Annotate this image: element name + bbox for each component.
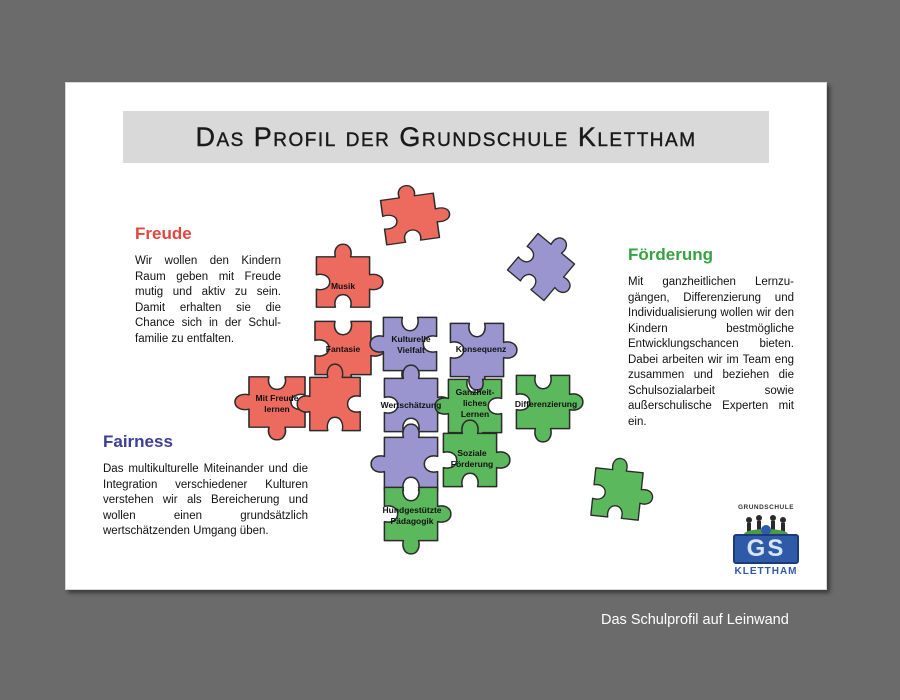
label-ganzheit-3: Lernen: [460, 409, 490, 419]
label-ganzheit-2: liches: [462, 398, 488, 408]
logo-initials: GS: [733, 534, 799, 564]
label-konsequenz: Konsequenz: [455, 344, 507, 354]
fairness-text: Das multikulturelle Miteinander und die Integration verschiedener Kulturen verstehen wir als Bereicherung und wollen einen grundsätzlich wertschätzenden Umgang üben.: [103, 463, 308, 537]
poster-title: Das Profil der Grundschule Klettham: [195, 121, 697, 152]
label-differenzierung: Differenzierung: [514, 399, 578, 409]
floating-piece-green: [591, 456, 656, 521]
piece-musik: [316, 244, 383, 307]
fairness-heading: Fairness: [103, 432, 173, 451]
freude-heading: Freude: [135, 224, 192, 243]
foerderung-heading: Förderung: [628, 245, 713, 264]
label-mit-freude-2: lernen: [264, 404, 290, 414]
label-soziale-2: Förderung: [450, 459, 494, 469]
label-hund-1: Hundgestützte: [382, 505, 442, 515]
label-fantasie: Fantasie: [325, 344, 361, 354]
logo-arc-text: GRUNDSCHULE: [737, 504, 795, 511]
label-wertschaetzung: Wertschätzung: [380, 400, 442, 410]
school-logo: [729, 504, 801, 579]
label-ganzheit-1: Ganzheit-: [455, 387, 495, 397]
floating-piece-red: [379, 180, 453, 245]
label-soziale-1: Soziale: [457, 448, 487, 458]
floating-piece-purple: [507, 224, 591, 308]
label-kulturelle-1: Kulturelle: [391, 334, 431, 344]
logo-name: KLETTHAM: [734, 566, 798, 577]
poster-canvas: [65, 82, 827, 590]
foerderung-text: Mit ganzheitlichen Lernzugängen, Differenzierung und Individualisierung wollen wir den Kindern bestmögliche Entwicklungschancen bieten. Dabei arbeiten wir im Team eng zusammen und beziehen die Schulsozialarbeit sowie außerschulische Experten mit ein.: [628, 276, 794, 428]
label-kulturelle-2: Vielfalt: [397, 345, 425, 355]
label-hund-2: Pädagogik: [390, 516, 434, 526]
label-mit-freude-1: Mit Freude: [255, 393, 299, 403]
freude-text: Wir wollen den Kindern Raum geben mit Freude mutig und aktiv zu sein. Damit erhalten sie die Chance sich in der Schulfamilie zu entfalten.: [135, 255, 281, 345]
puzzle-graphic: [65, 82, 827, 590]
label-musik: Musik: [330, 281, 356, 291]
piece-purple-lower: [371, 424, 438, 491]
image-caption: Das Schulprofil auf Leinwand: [601, 612, 789, 628]
